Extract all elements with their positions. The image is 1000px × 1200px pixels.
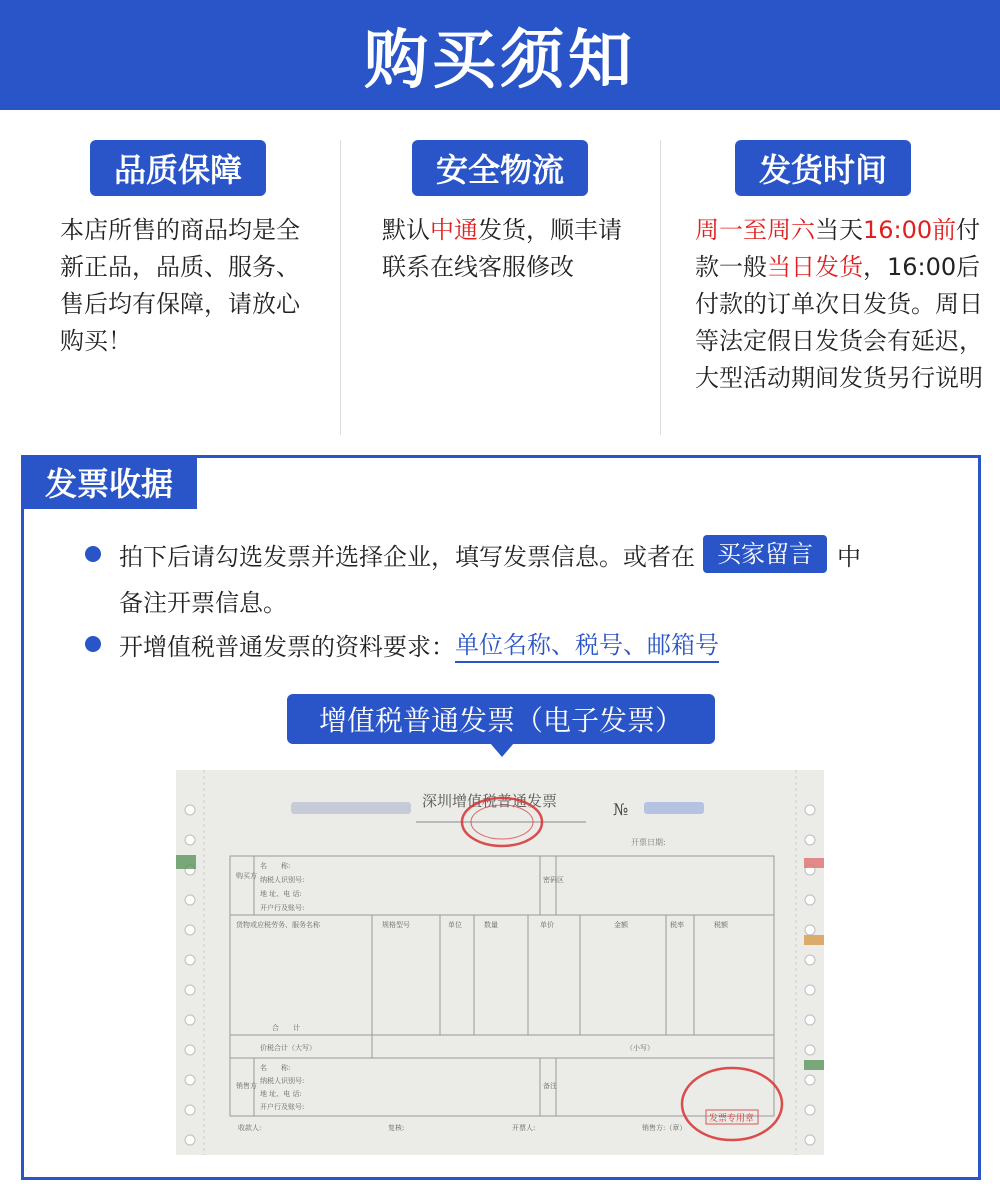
svg-text:地 址、电 话:: 地 址、电 话: [260,1090,302,1098]
svg-text:开票人:: 开票人: [512,1124,536,1132]
svg-text:纳税人识别号:: 纳税人识别号: [260,1077,305,1085]
bullet-dot [85,636,101,652]
svg-text:单位: 单位 [448,921,462,929]
bullet-dot [85,546,101,562]
invoice-type-label: 增值税普通发票（电子发票） [287,694,715,744]
column-divider [660,140,661,435]
svg-text:销售方:（章）: 销售方:（章） [642,1124,687,1132]
svg-text:规格型号: 规格型号 [382,921,410,929]
svg-text:收款人:: 收款人: [238,1124,262,1132]
page-title: 购买须知 [364,24,636,98]
sample-invoice-image [176,770,824,1155]
svg-text:（小写）: （小写） [626,1044,654,1052]
svg-text:名 称:: 名 称: [260,1064,291,1072]
required-field-company: 单位名称 [455,625,551,663]
svg-text:货物或应税劳务、服务名称: 货物或应税劳务、服务名称 [236,921,320,929]
svg-text:开户行及账号:: 开户行及账号: [260,1103,305,1111]
svg-text:销售方: 销售方 [236,1082,257,1090]
svg-text:开票日期:: 开票日期: [631,838,666,847]
invoice-heading: 深圳增值税普通发票 [422,792,558,810]
shipping-title: 发货时间 [735,140,911,196]
invoice-bullet-1-line2: 备注开票信息。 [119,589,287,617]
svg-text:纳税人识别号:: 纳税人识别号: [260,876,305,884]
svg-text:地 址、电 话:: 地 址、电 话: [260,890,302,898]
logistics-title: 安全物流 [412,140,588,196]
sample-invoice-svg [176,770,824,1155]
svg-text:数量: 数量 [484,921,498,929]
svg-text:№: № [613,800,629,819]
svg-text:备注: 备注 [543,1082,557,1090]
required-field-tax-id: 税号 [575,625,623,663]
logistics-text: 默认中通发货，顺丰请联系在线客服修改 [382,216,622,281]
svg-text:税率: 税率 [670,921,684,929]
invoice-bullet-2: 开增值税普通发票的资料要求： 单位名称 、 税号 、 邮箱号 [85,625,719,663]
svg-text:合 计: 合 计 [272,1024,300,1032]
logistics-column [342,140,660,440]
svg-text:名 称:: 名 称: [260,862,291,870]
quality-title: 品质保障 [90,140,266,196]
invoice-section-title: 发票收据 [21,455,197,509]
svg-text:开户行及账号:: 开户行及账号: [260,904,305,912]
svg-text:发票专用章: 发票专用章 [709,1114,755,1124]
svg-text:价税合计（大写）: 价税合计（大写） [260,1044,316,1052]
svg-text:购买方: 购买方 [236,872,257,880]
svg-text:单价: 单价 [540,921,554,929]
invoice-bullet-1: 拍下后请勾选发票并选择企业，填写发票信息。或者在 买家留言 中 [85,535,861,573]
svg-text:复核:: 复核: [388,1124,405,1132]
ribbon-pointer [490,743,514,757]
required-field-email: 邮箱号 [647,625,719,663]
svg-text:密码区: 密码区 [543,876,564,884]
top-banner [0,0,1000,110]
shipping-text: 周一至周六当天16:00前付款一般当日发货，16:00后付款的订单次日发货。周日等法定假日发货会有延迟，大型活动期间发货另行说明 [695,216,983,392]
column-divider [340,140,341,435]
quality-column [0,140,340,440]
quality-text: 本店所售的商品均是全新正品，品质、服务、售后均有保障，请放心购买！ [60,216,300,355]
buyer-message-chip: 买家留言 [703,535,827,573]
svg-text:金额: 金额 [614,921,628,929]
courier-highlight: 中通 [430,216,478,244]
shipping-column [662,140,1000,440]
svg-text:税额: 税额 [714,921,728,929]
